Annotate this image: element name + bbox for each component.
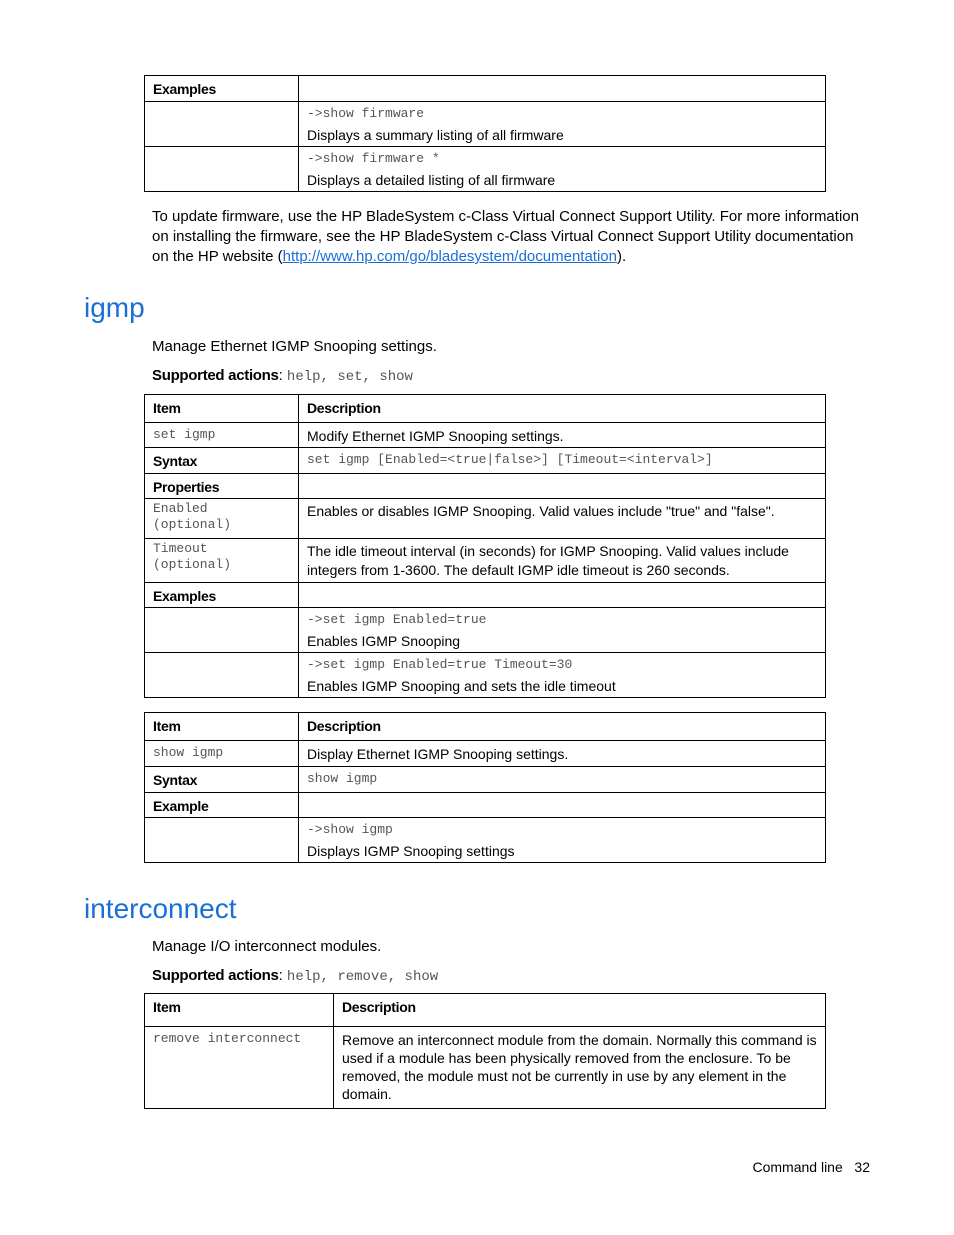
- properties-label: Properties: [145, 474, 299, 499]
- description-header: Description: [299, 395, 826, 423]
- firmware-note-end: ).: [616, 248, 627, 265]
- footer-section: Command line: [752, 1159, 843, 1175]
- syntax-value: set igmp [Enabled=<true|false>] [Timeout=<interval>]: [299, 448, 826, 474]
- property-timeout: [145, 539, 299, 583]
- example-command: ->set igmp Enabled=true: [307, 612, 487, 627]
- example-cell: [299, 653, 826, 698]
- command-description: Remove an interconnect module from the domain. Normally this command is used if a module has been physically removed from the enclosure. To be removed, the module must not be currently in use by any element in the domain.: [334, 1027, 826, 1109]
- description-header: Description: [299, 713, 826, 741]
- example-cell: [299, 102, 826, 147]
- firmware-examples-table: [144, 75, 826, 192]
- supported-actions-list: help, set, show: [286, 369, 413, 385]
- example-description: Displays a summary listing of all firmware: [307, 127, 564, 143]
- syntax-value: show igmp: [299, 767, 826, 793]
- item-header: Item: [145, 395, 299, 423]
- example-command: ->show firmware: [307, 106, 425, 121]
- supported-actions-label: Supported actions: [152, 967, 279, 984]
- page-footer: [752, 1159, 870, 1175]
- command-name: set igmp: [145, 423, 299, 448]
- examples-label: Examples: [145, 76, 299, 102]
- syntax-label: Syntax: [145, 767, 299, 793]
- documentation-link[interactable]: http://www.hp.com/go/bladesystem/documentation: [282, 248, 617, 265]
- supported-actions-list: help, remove, show: [286, 969, 439, 985]
- example-cell: [299, 147, 826, 192]
- item-header: Item: [145, 994, 334, 1027]
- supported-actions-label: Supported actions: [152, 367, 279, 384]
- command-description: Modify Ethernet IGMP Snooping settings.: [299, 423, 826, 448]
- example-description: Displays a detailed listing of all firmware: [307, 172, 556, 188]
- property-enabled: [145, 499, 299, 539]
- description-header: Description: [334, 994, 826, 1027]
- interconnect-supported-actions: Supported actions: help, remove, show: [152, 967, 439, 985]
- property-description: The idle timeout interval (in seconds) for IGMP Snooping. Valid values include integers from 1-3600. The default IGMP idle timeout is 260 seconds.: [299, 539, 826, 583]
- igmp-show-table: [144, 712, 826, 863]
- section-title-interconnect: interconnect: [84, 893, 237, 924]
- example-command: ->show igmp: [307, 822, 393, 837]
- example-command: ->set igmp Enabled=true Timeout=30: [307, 657, 573, 672]
- igmp-set-table: [144, 394, 826, 698]
- page-number: 32: [854, 1159, 870, 1175]
- example-description: Displays IGMP Snooping settings: [307, 843, 515, 859]
- property-name: Timeout: [153, 541, 208, 556]
- firmware-note-text: To update firmware, use the HP BladeSystem c-Class Virtual Connect Support Utility. For more information on installing the firmware, see the HP BladeSystem c-Class Virtual Connect Support Utility documentation on the HP website (: [152, 208, 859, 265]
- example-cell: [299, 818, 826, 863]
- item-header: Item: [145, 713, 299, 741]
- section-title-igmp: igmp: [84, 292, 145, 323]
- igmp-supported-actions: Supported actions: help, set, show: [152, 367, 413, 385]
- example-cell: [299, 608, 826, 653]
- examples-label: Examples: [145, 583, 299, 608]
- firmware-note: [152, 207, 872, 267]
- interconnect-intro: Manage I/O interconnect modules.: [152, 938, 382, 955]
- property-name: Enabled: [153, 501, 208, 516]
- interconnect-table: [144, 993, 826, 1109]
- command-name: show igmp: [145, 741, 299, 767]
- example-description: Enables IGMP Snooping: [307, 633, 461, 649]
- igmp-intro: Manage Ethernet IGMP Snooping settings.: [152, 338, 437, 355]
- property-optional: (optional): [153, 517, 232, 532]
- example-description: Enables IGMP Snooping and sets the idle timeout: [307, 678, 616, 694]
- property-optional: (optional): [153, 557, 232, 572]
- syntax-label: Syntax: [145, 448, 299, 474]
- command-description: Display Ethernet IGMP Snooping settings.: [299, 741, 826, 767]
- property-description: Enables or disables IGMP Snooping. Valid values include "true" and "false".: [299, 499, 826, 539]
- example-label: Example: [145, 793, 299, 818]
- command-name: remove interconnect: [145, 1027, 334, 1109]
- example-command: ->show firmware *: [307, 151, 440, 166]
